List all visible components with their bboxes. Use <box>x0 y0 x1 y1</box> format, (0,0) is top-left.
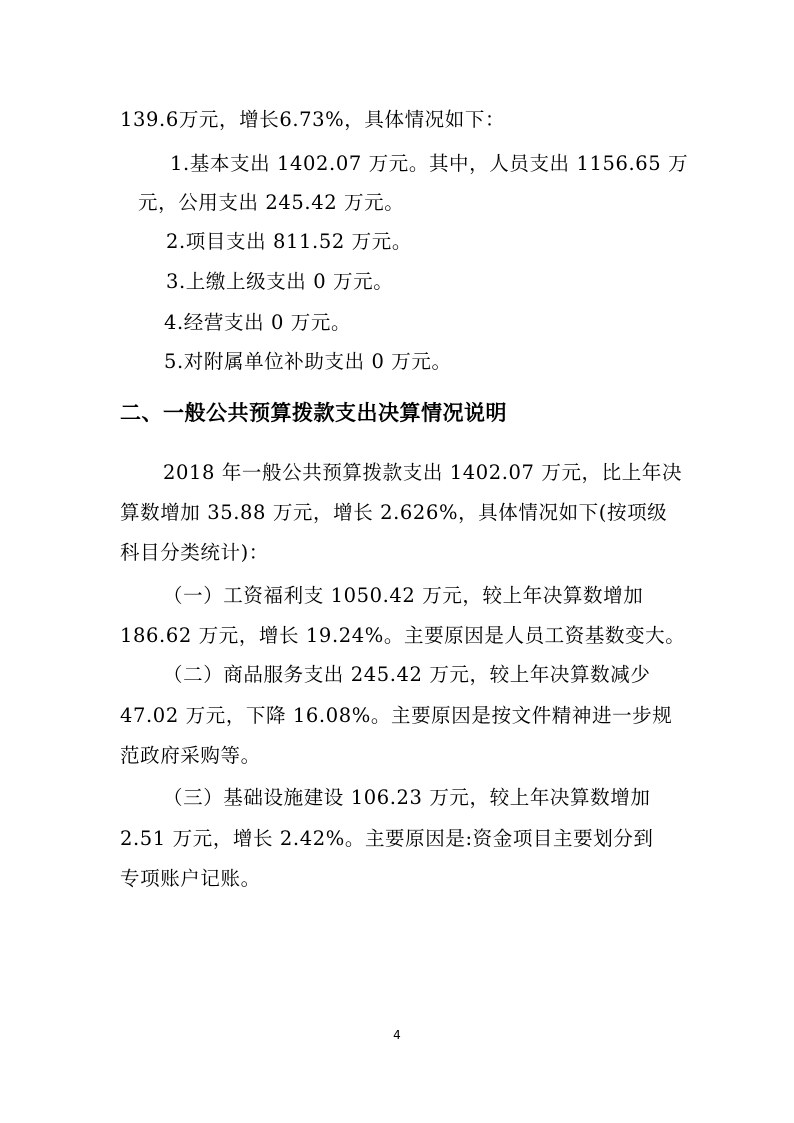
intro-line: 139.6万元，增长6.73%，具体情况如下： <box>120 108 506 131</box>
item-superior-payment: 3.上缴上级支出 0 万元。 <box>166 270 394 293</box>
item-wages-line1: （一）工资福利支 1050.42 万元，较上年决算数增加 <box>163 584 644 607</box>
item-infrastructure-line1: （三）基础设施建设 106.23 万元，较上年决算数增加 <box>163 786 651 809</box>
item-infrastructure-line2: 2.51 万元，增长 2.42%。主要原因是:资金项目主要划分到 <box>120 827 654 850</box>
item-infrastructure-line3: 专项账户记账。 <box>120 867 261 890</box>
page-number: 4 <box>393 1028 401 1042</box>
item-wages-line2: 186.62 万元，增长 19.24%。主要原因是人员工资基数变大。 <box>120 624 686 647</box>
item-project-expenditure: 2.项目支出 811.52 万元。 <box>166 230 412 253</box>
para1-line1: 2018 年一般公共预算拨款支出 1402.07 万元，比上年决 <box>163 461 683 484</box>
item-goods-services-line3: 范政府采购等。 <box>120 744 261 767</box>
item-goods-services-line2: 47.02 万元，下降 16.08%。主要原因是按文件精神进一步规 <box>120 704 673 727</box>
section-heading: 二、一般公共预算拨款支出决算情况说明 <box>120 401 507 425</box>
item-operating-expenditure: 4.经营支出 0 万元。 <box>164 311 352 334</box>
item-basic-expenditure-line1: 1.基本支出 1402.07 万元。其中，人员支出 1156.65 万 <box>170 152 689 175</box>
para1-line2: 算数增加 35.88 万元，增长 2.626%，具体情况如下(按项级 <box>120 501 668 524</box>
para1-line3: 科目分类统计)： <box>120 541 269 564</box>
item-basic-expenditure-line2: 元，公用支出 245.42 万元。 <box>138 191 405 214</box>
item-subsidy-expenditure: 5.对附属单位补助支出 0 万元。 <box>164 350 452 373</box>
item-goods-services-line1: （二）商品服务支出 245.42 万元，较上年决算数减少 <box>163 663 651 686</box>
